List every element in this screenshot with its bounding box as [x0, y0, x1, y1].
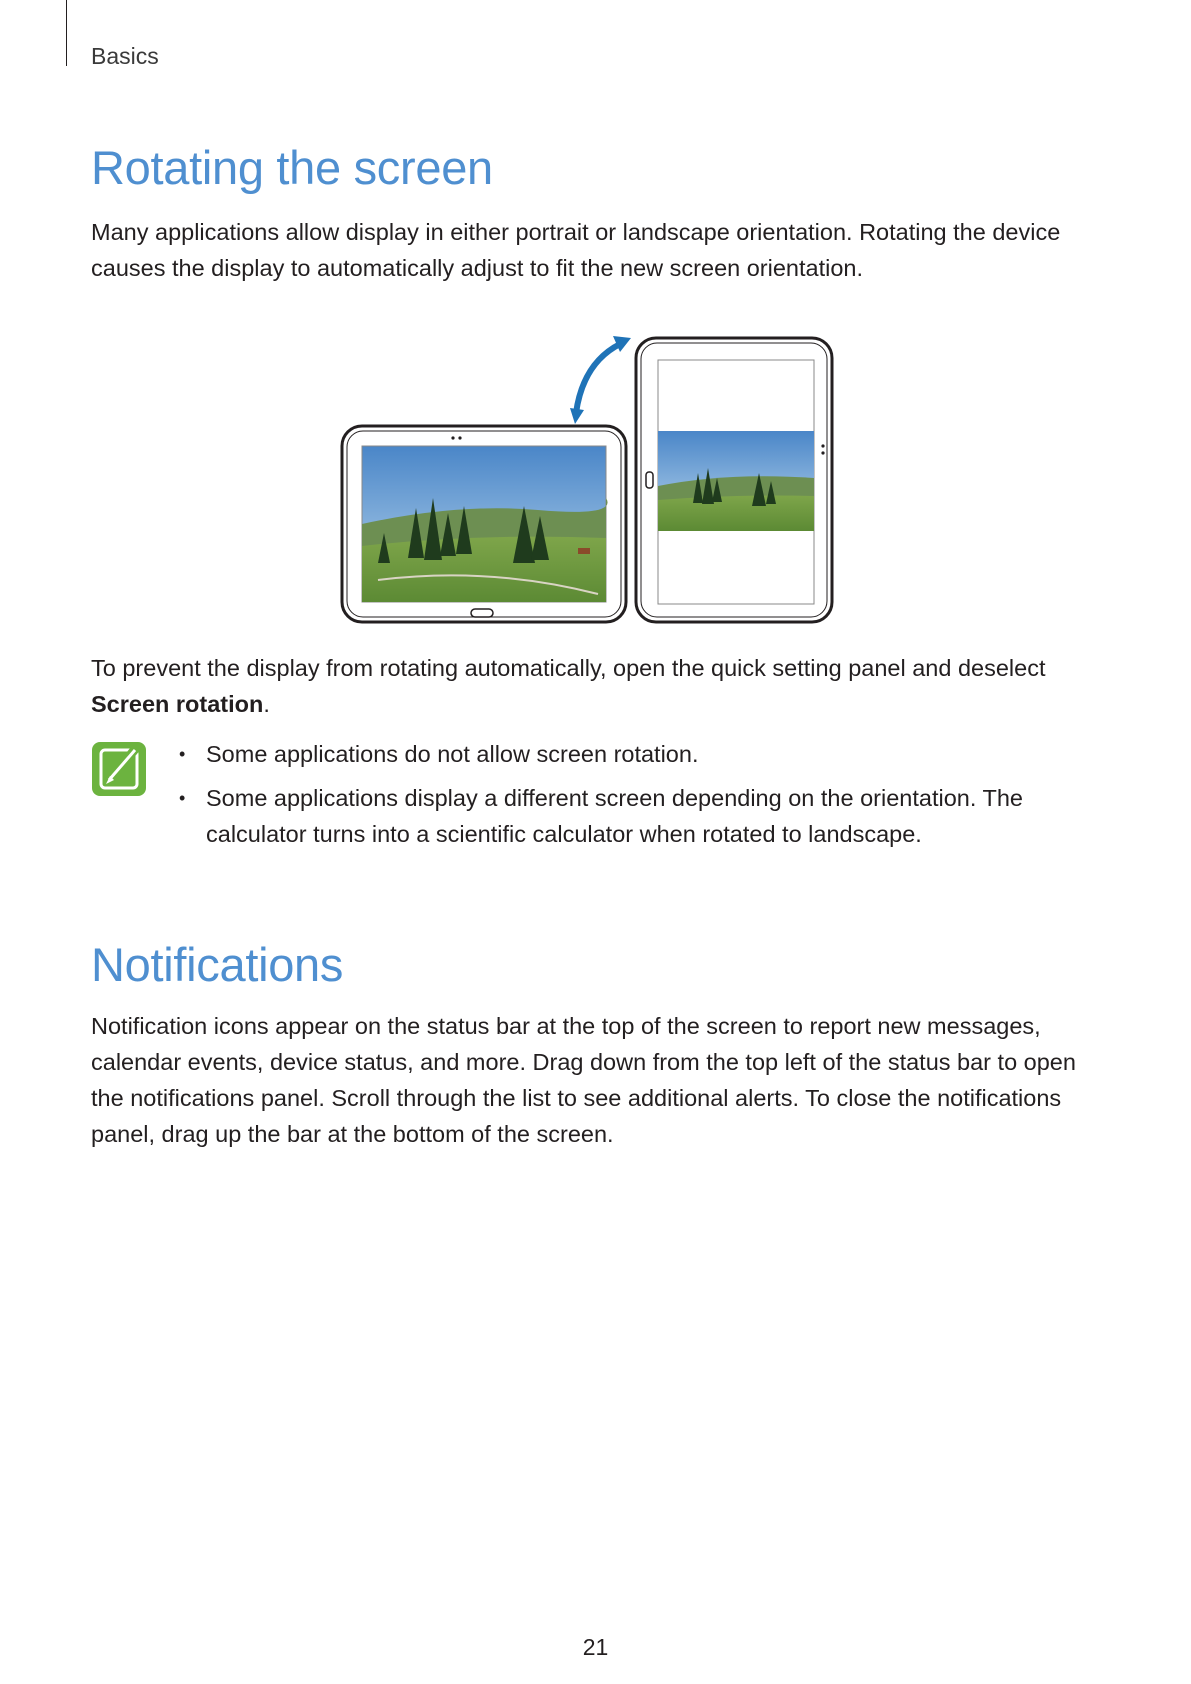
note-list	[174, 736, 1114, 860]
rotating-screen-title: Rotating the screen	[91, 141, 493, 194]
note-icon	[90, 740, 148, 798]
page-number: 21	[582, 1634, 609, 1660]
rotation-instruction	[91, 650, 1111, 722]
header-rule	[66, 0, 67, 66]
instruction-suffix: .	[263, 691, 270, 717]
instruction-text: To prevent the display from rotating automatically, open the quick setting panel and deselect	[91, 655, 1046, 681]
portrait-tablet	[636, 338, 832, 622]
rotation-arrow-icon	[570, 336, 631, 424]
landscape-tablet	[342, 426, 626, 622]
section-label: Basics	[91, 43, 159, 69]
rotating-intro-text: Many applications allow display in either portrait or landscape orientation. Rotating the device causes the display to automatically adjust to fit the new screen orientation.	[91, 219, 1061, 281]
notifications-body-text: Notification icons appear on the status bar at the top of the screen to report new messages, calendar events, device status, and more. Drag down from the top left of the status bar to open the notifications panel. Scroll through the list to see additional alerts. To close the notifications panel, drag up the bar at the bottom of the screen.	[91, 1013, 1076, 1147]
screen-rotation-label: Screen rotation	[91, 691, 264, 717]
rotation-illustration	[338, 328, 860, 628]
list-item: • Some applications display a different screen depending on the orientation. The calculator turns into a scientific calculator when rotated to landscape.	[179, 785, 1023, 847]
note-text: Some applications display a different screen depending on the orientation. The calculator turns into a scientific calculator when rotated to landscape.	[206, 785, 1023, 847]
list-item: • Some applications do not allow screen rotation.	[179, 741, 699, 767]
note-text: Some applications do not allow screen rotation.	[206, 741, 699, 767]
notifications-title: Notifications	[91, 938, 344, 991]
